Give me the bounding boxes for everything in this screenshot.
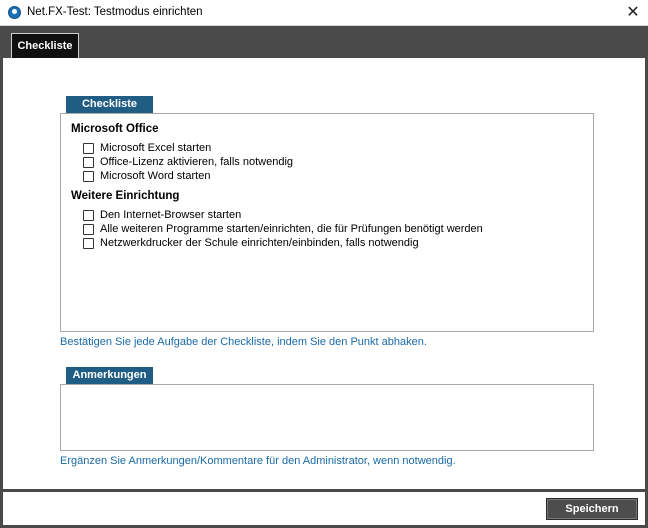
title-bar <box>0 0 648 26</box>
group-title-microsoft-office: Microsoft Office <box>71 123 159 135</box>
checkbox-label[interactable]: Microsoft Word starten <box>100 170 211 182</box>
checkbox-label[interactable]: Netzwerkdrucker der Schule einrichten/einbinden, falls notwendig <box>100 237 419 249</box>
save-button[interactable]: Speichern <box>546 498 638 520</box>
checklist-section-label: Checkliste <box>66 96 153 113</box>
checkbox-label[interactable]: Microsoft Excel starten <box>100 142 212 154</box>
checkbox[interactable] <box>83 171 94 182</box>
window-title: Net.FX-Test: Testmodus einrichten <box>27 6 203 18</box>
checkbox-label[interactable]: Alle weiteren Programme starten/einrichten, die für Prüfungen benötigt werden <box>100 223 483 235</box>
footer-separator <box>0 489 648 492</box>
checkbox[interactable] <box>83 238 94 249</box>
checkbox[interactable] <box>83 224 94 235</box>
checkbox-label[interactable]: Office-Lizenz aktivieren, falls notwendig <box>100 156 294 168</box>
remarks-section-label: Anmerkungen <box>66 367 153 384</box>
tab-checkliste[interactable]: Checkliste <box>11 33 79 58</box>
checkbox-label[interactable]: Den Internet-Browser starten <box>100 209 242 221</box>
checkbox[interactable] <box>83 157 94 168</box>
checklist-hint: Bestätigen Sie jede Aufgabe der Checkliste, indem Sie den Punkt abhaken. <box>60 336 427 348</box>
frame-border-left <box>0 58 3 528</box>
group-title-weitere-einrichtung: Weitere Einrichtung <box>71 190 180 202</box>
app-logo-icon <box>8 6 21 19</box>
checkbox[interactable] <box>83 210 94 221</box>
close-button[interactable]: ✕ <box>626 2 640 21</box>
checklist-panel <box>60 113 594 332</box>
remarks-hint: Ergänzen Sie Anmerkungen/Kommentare für den Administrator, wenn notwendig. <box>60 455 456 467</box>
remarks-textarea[interactable] <box>60 384 594 451</box>
checkbox[interactable] <box>83 143 94 154</box>
tab-strip <box>0 26 648 58</box>
